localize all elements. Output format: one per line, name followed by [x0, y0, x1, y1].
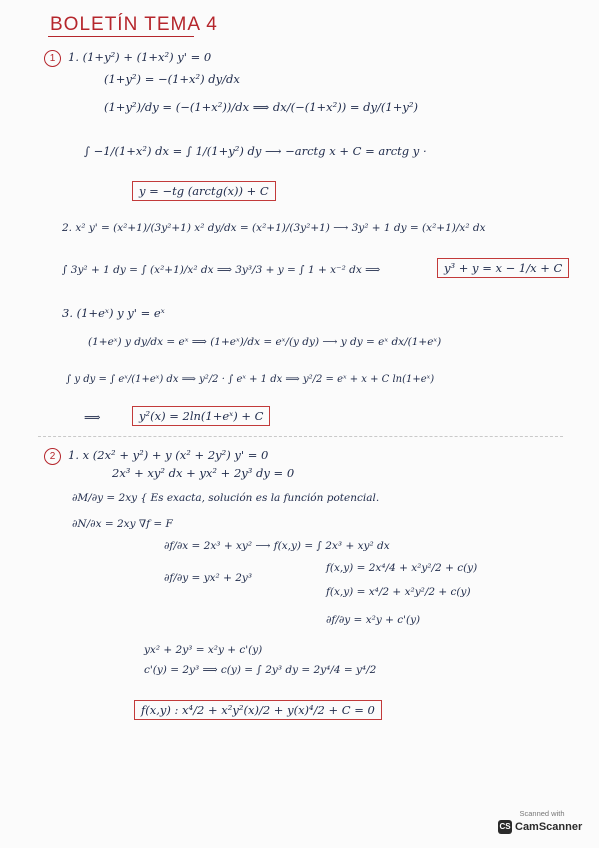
- camscanner-logo-icon: CS: [498, 820, 512, 834]
- section-divider: [38, 436, 563, 437]
- exercise-1-2-integral: ∫ 3y² + 1 dy = ∫ (x²+1)/x² dx ⟹ 3y³/3 + y = ∫ 1 + x⁻² dx ⟹: [62, 264, 381, 276]
- exercise-2-1-expanded: 2x³ + xy² dx + yx² + 2y³ dy = 0: [112, 466, 295, 480]
- partial-n-dx: ∂N/∂x = 2xy ∇f = F: [72, 518, 173, 530]
- f-xy-step-1: f(x,y) = 2x⁴/4 + x²y²/2 + c(y): [326, 562, 478, 574]
- partial-m-dy: ∂M/∂y = 2xy { Es exacta, solución es la función potencial.: [72, 492, 380, 504]
- exercise-1-1-integral: ∫ −1/(1+x²) dx = ∫ 1/(1+y²) dy ⟶ −arctg x + C = arctg y ·: [84, 144, 427, 158]
- camscanner-brand: CamScanner: [515, 821, 583, 833]
- camscanner-watermark: [498, 809, 586, 839]
- exercise-1-3-equation: 3. (1+eˣ) y y' = eˣ: [62, 306, 165, 320]
- section-1-marker: 1: [44, 50, 61, 67]
- df-dx-integral: ∂f/∂x = 2x³ + xy² ⟶ f(x,y) = ∫ 2x³ + xy² dx: [164, 540, 390, 552]
- page-title: BOLETÍN TEMA 4: [50, 14, 218, 35]
- exercise-1-1-step-2: (1+y²)/dy = (−(1+x²))/dx ⟹ dx/(−(1+x²)) = dy/(1+y²): [104, 100, 418, 114]
- exercise-2-1-answer: f(x,y) : x⁴/2 + x²y²(x)/2 + y(x)⁴/2 + C = 0: [134, 700, 382, 720]
- title-underline: [48, 36, 194, 37]
- equate-derivatives: yx² + 2y³ = x²y + c'(y): [144, 644, 263, 656]
- f-xy-step-2: f(x,y) = x⁴/2 + x²y²/2 + c(y): [326, 586, 471, 598]
- exercise-1-2-equation: 2. x² y' = (x²+1)/(3y²+1) x² dy/dx = (x²+1)/(3y²+1) ⟶ 3y² + 1 dy = (x²+1)/x² dx: [62, 222, 486, 234]
- c-of-y: c'(y) = 2y³ ⟹ c(y) = ∫ 2y³ dy = 2y⁴/4 = y⁴/2: [144, 664, 377, 676]
- exercise-1-1-answer: y = −tg (arctg(x)) + C: [132, 181, 276, 201]
- exercise-1-3-step-1: (1+eˣ) y dy/dx = eˣ ⟹ (1+eˣ)/dx = eˣ/(y dy) ⟶ y dy = eˣ dx/(1+eˣ): [88, 336, 442, 348]
- df-dy: ∂f/∂y = yx² + 2y³: [164, 572, 253, 584]
- exercise-1-1-step-1: (1+y²) = −(1+x²) dy/dx: [104, 72, 240, 86]
- exercise-1-3-integral: ∫ y dy = ∫ eˣ/(1+eˣ) dx ⟹ y²/2 · ∫ eˣ + 1 dx ⟹ y²/2 = eˣ + x + C ln(1+eˣ): [66, 374, 435, 385]
- scanned-with-caption: Scanned with: [519, 809, 565, 818]
- exercise-1-3-answer: y²(x) = 2ln(1+eˣ) + C: [132, 406, 270, 426]
- exercise-2-1-equation: 1. x (2x² + y²) + y (x² + 2y²) y' = 0: [68, 448, 269, 462]
- exercise-1-2-answer: y³ + y = x − 1/x + C: [437, 258, 569, 278]
- df-dy-derived: ∂f/∂y = x²y + c'(y): [326, 614, 421, 626]
- exercise-1-1-equation: 1. (1+y²) + (1+x²) y' = 0: [68, 50, 212, 64]
- section-2-marker: 2: [44, 448, 61, 465]
- exercise-1-3-arrow: ⟹: [84, 410, 101, 424]
